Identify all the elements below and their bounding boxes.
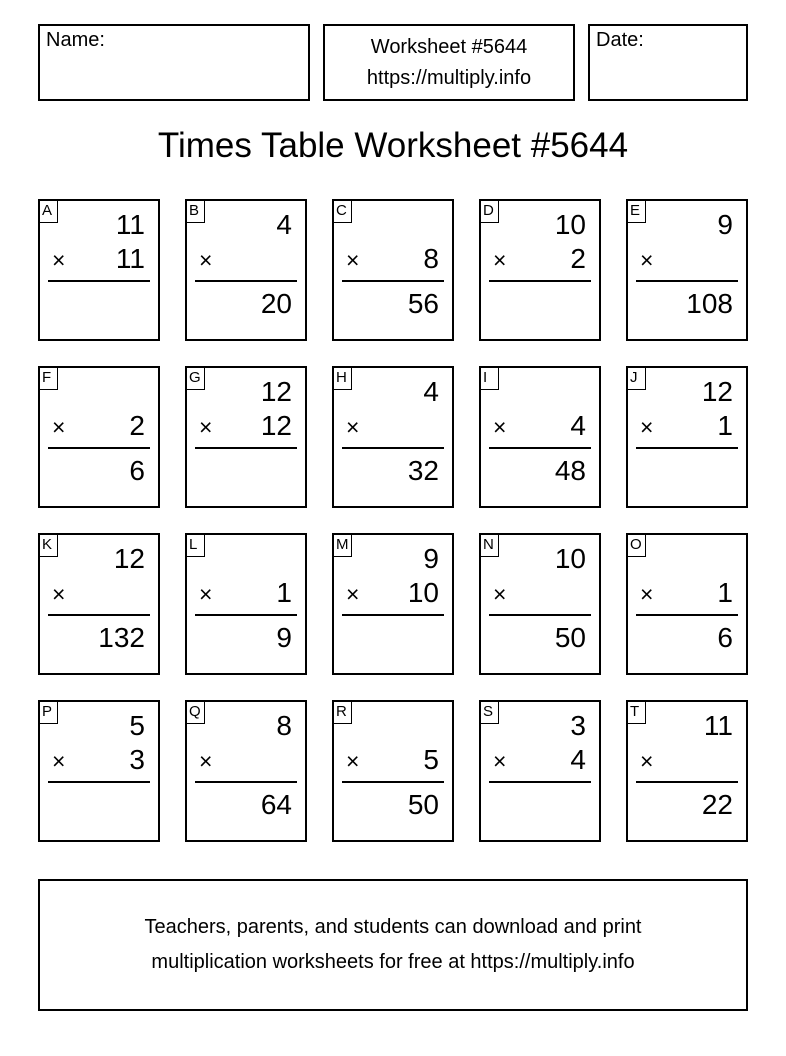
times-sign: × [52, 414, 66, 440]
problem-o[interactable] [626, 533, 748, 675]
answer-line [636, 781, 738, 783]
answer-line [48, 614, 150, 616]
product: 32 [407, 455, 439, 486]
problem-r[interactable] [332, 700, 454, 842]
worksheet-id-box [323, 24, 575, 101]
name-label: Name: [46, 29, 105, 51]
first-factor: 10 [554, 209, 586, 240]
problem-letter: L [187, 535, 205, 557]
first-factor: 8 [276, 710, 292, 741]
product: 9 [276, 622, 292, 653]
first-factor: 9 [717, 209, 733, 240]
answer-line [342, 614, 444, 616]
problem-t[interactable] [626, 700, 748, 842]
times-sign: × [52, 247, 66, 273]
answer-line [195, 280, 297, 282]
second-factor: 2 [129, 410, 145, 441]
problem-letter: I [481, 368, 499, 390]
second-factor: 10 [407, 577, 439, 608]
product: 48 [554, 455, 586, 486]
problem-s[interactable] [479, 700, 601, 842]
problem-letter: T [628, 702, 646, 724]
product: 56 [407, 288, 439, 319]
answer-line [489, 280, 591, 282]
answer-line [342, 781, 444, 783]
answer-line [195, 781, 297, 783]
footer-line-2: multiplication worksheets for free at https://multiply.info [151, 951, 635, 973]
problem-k[interactable] [38, 533, 160, 675]
problem-a[interactable] [38, 199, 160, 341]
problem-letter: E [628, 201, 646, 223]
times-sign: × [493, 247, 507, 273]
answer-line [636, 614, 738, 616]
times-sign: × [640, 581, 654, 607]
second-factor: 1 [276, 577, 292, 608]
product: 6 [129, 455, 145, 486]
footer-line-1: Teachers, parents, and students can download and print [144, 916, 642, 938]
times-sign: × [640, 748, 654, 774]
second-factor: 3 [129, 744, 145, 775]
answer-line [48, 447, 150, 449]
problem-letter: O [628, 535, 646, 557]
product: 50 [407, 789, 439, 820]
problem-m[interactable] [332, 533, 454, 675]
problem-letter: R [334, 702, 352, 724]
problem-p[interactable] [38, 700, 160, 842]
times-sign: × [640, 247, 654, 273]
answer-line [48, 781, 150, 783]
first-factor: 3 [570, 710, 586, 741]
problem-letter: H [334, 368, 352, 390]
answer-line [489, 781, 591, 783]
problem-f[interactable] [38, 366, 160, 508]
first-factor: 12 [113, 543, 145, 574]
problem-b[interactable] [185, 199, 307, 341]
times-sign: × [52, 748, 66, 774]
problem-letter: C [334, 201, 352, 223]
answer-line [342, 280, 444, 282]
times-sign: × [346, 414, 360, 440]
problem-letter: J [628, 368, 646, 390]
product: 6 [717, 622, 733, 653]
problem-letter: B [187, 201, 205, 223]
problem-letter: P [40, 702, 58, 724]
product: 22 [701, 789, 733, 820]
product: 132 [98, 622, 145, 653]
problem-l[interactable] [185, 533, 307, 675]
worksheet-id: Worksheet #5644 [370, 35, 528, 58]
problem-j[interactable] [626, 366, 748, 508]
answer-line [636, 447, 738, 449]
problem-n[interactable] [479, 533, 601, 675]
second-factor: 8 [423, 243, 439, 274]
times-sign: × [493, 414, 507, 440]
times-sign: × [199, 247, 213, 273]
times-sign: × [493, 581, 507, 607]
product: 20 [260, 288, 292, 319]
problem-letter: Q [187, 702, 205, 724]
times-sign: × [199, 748, 213, 774]
second-factor: 11 [115, 243, 145, 274]
times-sign: × [52, 581, 66, 607]
times-sign: × [346, 247, 360, 273]
second-factor: 4 [570, 410, 586, 441]
times-sign: × [493, 748, 507, 774]
problem-letter: S [481, 702, 499, 724]
second-factor: 5 [423, 744, 439, 775]
times-sign: × [199, 414, 213, 440]
problem-letter: A [40, 201, 58, 223]
worksheet-id-text [325, 26, 573, 99]
times-sign: × [346, 581, 360, 607]
answer-line [48, 280, 150, 282]
problem-d[interactable] [479, 199, 601, 341]
problem-letter: K [40, 535, 58, 557]
problem-letter: N [481, 535, 499, 557]
product: 64 [260, 789, 292, 820]
answer-line [636, 280, 738, 282]
product: 108 [686, 288, 733, 319]
date-label: Date: [596, 29, 644, 51]
problem-q[interactable] [185, 700, 307, 842]
first-factor: 5 [129, 710, 145, 741]
first-factor: 4 [276, 209, 292, 240]
problem-c[interactable] [332, 199, 454, 341]
first-factor: 10 [554, 543, 586, 574]
problem-letter: M [334, 535, 352, 557]
problem-letter: G [187, 368, 205, 390]
problem-g[interactable] [185, 366, 307, 508]
first-factor: 11 [703, 710, 733, 741]
footer-box [38, 879, 748, 1011]
footer-text [40, 881, 746, 1009]
answer-line [489, 614, 591, 616]
product: 50 [554, 622, 586, 653]
second-factor: 1 [717, 410, 733, 441]
first-factor: 12 [260, 376, 292, 407]
problem-letter: D [481, 201, 499, 223]
times-sign: × [199, 581, 213, 607]
problem-letter: F [40, 368, 58, 390]
second-factor: 4 [570, 744, 586, 775]
problem-i[interactable] [479, 366, 601, 508]
problem-grid [38, 199, 748, 842]
first-factor: 12 [701, 376, 733, 407]
name-box[interactable] [38, 24, 310, 101]
times-sign: × [346, 748, 360, 774]
answer-line [489, 447, 591, 449]
first-factor: 9 [423, 543, 439, 574]
page-title: Times Table Worksheet #5644 [157, 126, 629, 165]
date-box[interactable] [588, 24, 748, 101]
answer-line [342, 447, 444, 449]
times-sign: × [640, 414, 654, 440]
second-factor: 1 [717, 577, 733, 608]
problem-e[interactable] [626, 199, 748, 341]
answer-line [195, 614, 297, 616]
site-url: https://multiply.info [366, 66, 532, 89]
first-factor: 4 [423, 376, 439, 407]
answer-line [195, 447, 297, 449]
problem-h[interactable] [332, 366, 454, 508]
second-factor: 2 [570, 243, 586, 274]
second-factor: 12 [260, 410, 292, 441]
first-factor: 11 [115, 209, 145, 240]
